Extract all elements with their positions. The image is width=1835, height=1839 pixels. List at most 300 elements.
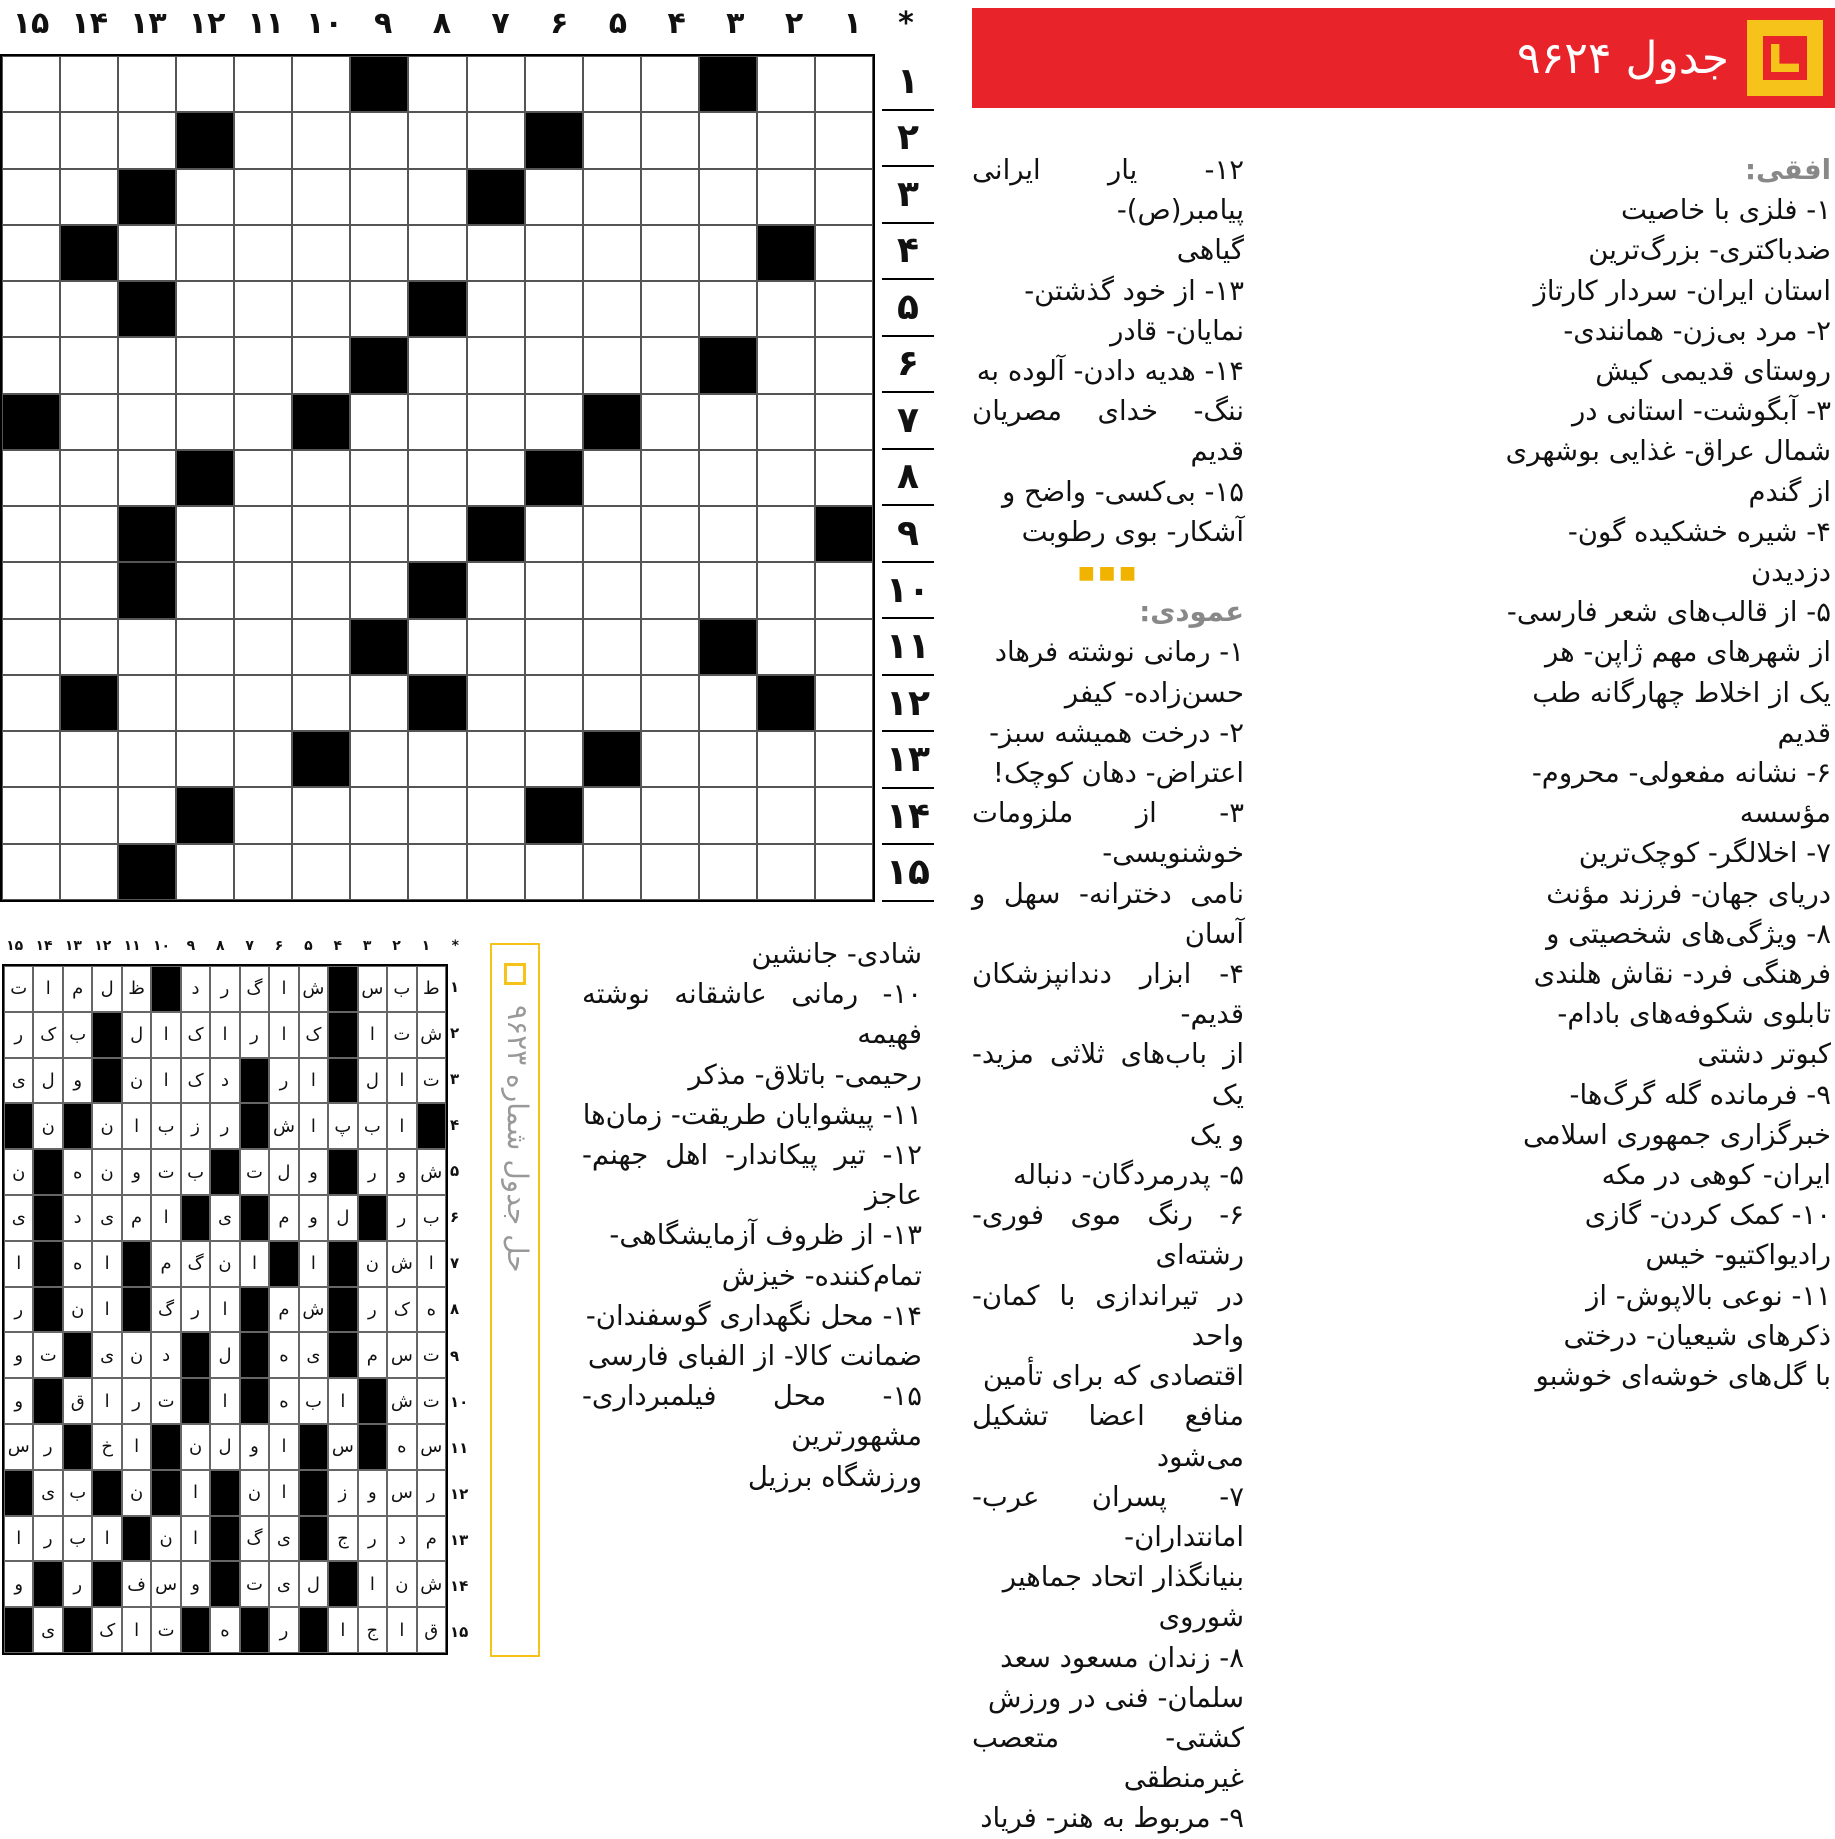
grid-cell[interactable] bbox=[408, 394, 466, 450]
grid-cell[interactable] bbox=[641, 619, 699, 675]
grid-cell[interactable] bbox=[350, 281, 408, 337]
grid-cell[interactable] bbox=[2, 56, 60, 112]
solution-cell: ی bbox=[269, 1561, 298, 1607]
solution-cell: ا bbox=[328, 1378, 357, 1424]
solution-cell: ن bbox=[181, 1424, 210, 1470]
solution-black-cell bbox=[240, 1195, 269, 1241]
solution-cell: ا bbox=[92, 1241, 121, 1287]
grid-cell[interactable] bbox=[583, 225, 641, 281]
solution-cell: ر bbox=[33, 1516, 62, 1562]
grid-cell[interactable] bbox=[118, 787, 176, 843]
grid-cell[interactable] bbox=[641, 112, 699, 168]
grid-cell[interactable] bbox=[292, 506, 350, 562]
grid-cell[interactable] bbox=[525, 281, 583, 337]
solution-black-cell bbox=[181, 1378, 210, 1424]
grid-cell[interactable] bbox=[292, 450, 350, 506]
solution-row-number: ۱۳ bbox=[450, 1530, 469, 1549]
grid-cell[interactable] bbox=[757, 112, 815, 168]
grid-cell[interactable] bbox=[525, 844, 583, 900]
clue-line: فرهنگی فرد- نقاش هلندی bbox=[1533, 958, 1831, 991]
grid-cell[interactable] bbox=[234, 337, 292, 393]
solution-cell: ز bbox=[328, 1470, 357, 1516]
grid-cell[interactable] bbox=[292, 225, 350, 281]
grid-cell[interactable] bbox=[757, 337, 815, 393]
solution-cell: ش bbox=[269, 1103, 298, 1149]
grid-cell[interactable] bbox=[234, 844, 292, 900]
grid-cell[interactable] bbox=[2, 450, 60, 506]
grid-cell[interactable] bbox=[815, 281, 873, 337]
grid-cell[interactable] bbox=[815, 731, 873, 787]
grid-cell[interactable] bbox=[60, 506, 118, 562]
grid-cell[interactable] bbox=[641, 394, 699, 450]
grid-cell[interactable] bbox=[60, 787, 118, 843]
black-cell bbox=[176, 450, 234, 506]
grid-cell[interactable] bbox=[815, 225, 873, 281]
grid-cell[interactable] bbox=[292, 562, 350, 618]
solution-cell: ر bbox=[269, 1607, 298, 1653]
clue-line: ۱۳- از ظروف آزمایشگاهی- bbox=[609, 1219, 922, 1252]
grid-cell[interactable] bbox=[60, 169, 118, 225]
row-number: ۹ bbox=[882, 506, 934, 563]
clue-line: نمایان- قادر bbox=[1110, 314, 1244, 347]
grid-cell[interactable] bbox=[583, 56, 641, 112]
grid-cell[interactable] bbox=[2, 337, 60, 393]
grid-cell[interactable] bbox=[641, 731, 699, 787]
grid-cell[interactable] bbox=[176, 56, 234, 112]
clues-column-3 bbox=[582, 934, 922, 1497]
grid-cell[interactable] bbox=[641, 506, 699, 562]
solution-cell: ه bbox=[387, 1424, 416, 1470]
grid-cell[interactable] bbox=[641, 450, 699, 506]
grid-cell[interactable] bbox=[641, 675, 699, 731]
solution-column-number: ۴ bbox=[333, 938, 343, 954]
grid-cell[interactable] bbox=[583, 337, 641, 393]
grid-cell[interactable] bbox=[350, 675, 408, 731]
solution-cell: ر bbox=[269, 1058, 298, 1104]
grid-cell[interactable] bbox=[583, 169, 641, 225]
solution-cell: ی bbox=[33, 1470, 62, 1516]
grid-cell[interactable] bbox=[234, 731, 292, 787]
grid-cell[interactable] bbox=[815, 112, 873, 168]
grid-cell[interactable] bbox=[583, 619, 641, 675]
grid-cell[interactable] bbox=[408, 844, 466, 900]
grid-cell[interactable] bbox=[408, 506, 466, 562]
black-cell bbox=[757, 225, 815, 281]
solution-cell: ت bbox=[417, 1332, 446, 1378]
grid-cell[interactable] bbox=[467, 337, 525, 393]
grid-cell[interactable] bbox=[60, 281, 118, 337]
solution-cell: ه bbox=[269, 1378, 298, 1424]
grid-cell[interactable] bbox=[2, 169, 60, 225]
grid-cell[interactable] bbox=[815, 394, 873, 450]
grid-cell[interactable] bbox=[234, 506, 292, 562]
grid-cell[interactable] bbox=[118, 56, 176, 112]
grid-cell[interactable] bbox=[176, 169, 234, 225]
grid-cell[interactable] bbox=[118, 337, 176, 393]
grid-cell[interactable] bbox=[583, 112, 641, 168]
grid-cell[interactable] bbox=[408, 56, 466, 112]
grid-cell[interactable] bbox=[176, 844, 234, 900]
grid-cell[interactable] bbox=[408, 112, 466, 168]
clue-line: کشتی- متعصب غیرمنطقی bbox=[972, 1721, 1244, 1795]
grid-cell[interactable] bbox=[641, 787, 699, 843]
grid-cell[interactable] bbox=[757, 562, 815, 618]
clue-line: ۱۲- تیر پیکاندار- اهل جهنم- عاجز bbox=[582, 1139, 922, 1212]
grid-cell[interactable] bbox=[176, 619, 234, 675]
grid-cell[interactable] bbox=[60, 731, 118, 787]
grid-cell[interactable] bbox=[60, 112, 118, 168]
solution-cell: گ bbox=[181, 1241, 210, 1287]
grid-cell[interactable] bbox=[467, 787, 525, 843]
solution-column-number: ۱۱ bbox=[123, 938, 141, 954]
grid-cell[interactable] bbox=[234, 562, 292, 618]
solution-row-number: ۱۱ bbox=[450, 1438, 469, 1457]
grid-cell[interactable] bbox=[641, 844, 699, 900]
solution-black-cell bbox=[181, 1195, 210, 1241]
grid-cell[interactable] bbox=[757, 619, 815, 675]
solution-black-cell bbox=[299, 1470, 328, 1516]
grid-cell[interactable] bbox=[525, 506, 583, 562]
grid-cell[interactable] bbox=[408, 731, 466, 787]
grid-cell[interactable] bbox=[408, 450, 466, 506]
grid-cell[interactable] bbox=[118, 619, 176, 675]
grid-cell[interactable] bbox=[2, 731, 60, 787]
grid-cell[interactable] bbox=[350, 787, 408, 843]
grid-cell[interactable] bbox=[234, 787, 292, 843]
grid-cell[interactable] bbox=[176, 562, 234, 618]
solution-black-cell bbox=[33, 1195, 62, 1241]
solution-cell: ک bbox=[299, 1012, 328, 1058]
grid-cell[interactable] bbox=[292, 169, 350, 225]
grid-cell[interactable] bbox=[118, 731, 176, 787]
grid-cell[interactable] bbox=[118, 675, 176, 731]
column-number: ۷ bbox=[491, 5, 510, 41]
column-number: ۱۲ bbox=[188, 5, 226, 41]
solution-cell: ل bbox=[122, 1012, 151, 1058]
solution-cell: ر bbox=[358, 1516, 387, 1562]
row-number: ۸ bbox=[882, 450, 934, 507]
solution-black-cell bbox=[4, 1103, 33, 1149]
column-number: ۱۳ bbox=[130, 5, 167, 41]
grid-cell[interactable] bbox=[467, 619, 525, 675]
grid-cell[interactable] bbox=[467, 394, 525, 450]
grid-cell[interactable] bbox=[234, 169, 292, 225]
solution-black-cell bbox=[181, 1332, 210, 1378]
grid-cell[interactable] bbox=[815, 675, 873, 731]
grid-cell[interactable] bbox=[815, 169, 873, 225]
grid-cell[interactable] bbox=[699, 844, 757, 900]
grid-cell[interactable] bbox=[350, 169, 408, 225]
grid-cell[interactable] bbox=[583, 787, 641, 843]
grid-cell[interactable] bbox=[292, 281, 350, 337]
grid-cell[interactable] bbox=[292, 337, 350, 393]
grid-cell[interactable] bbox=[525, 675, 583, 731]
grid-cell[interactable] bbox=[292, 56, 350, 112]
solution-cell: و bbox=[63, 1058, 92, 1104]
grid-cell[interactable] bbox=[292, 787, 350, 843]
solution-cell: ا bbox=[122, 1103, 151, 1149]
clue-line: گیاهی bbox=[1176, 234, 1244, 267]
grid-cell[interactable] bbox=[699, 675, 757, 731]
grid-cell[interactable] bbox=[757, 731, 815, 787]
grid-cell[interactable] bbox=[583, 844, 641, 900]
grid-cell[interactable] bbox=[525, 337, 583, 393]
column-number: ۴ bbox=[667, 5, 686, 41]
solution-black-cell bbox=[92, 1058, 121, 1104]
grid-cell[interactable] bbox=[583, 450, 641, 506]
grid-cell[interactable] bbox=[641, 56, 699, 112]
grid-cell[interactable] bbox=[815, 619, 873, 675]
solution-black-cell bbox=[33, 1149, 62, 1195]
grid-cell[interactable] bbox=[699, 787, 757, 843]
black-cell bbox=[525, 112, 583, 168]
grid-cell[interactable] bbox=[467, 56, 525, 112]
solution-cell: م bbox=[358, 1332, 387, 1378]
row-number: ۱۲ bbox=[882, 676, 934, 733]
grid-cell[interactable] bbox=[699, 225, 757, 281]
solution-cell: ک bbox=[387, 1287, 416, 1333]
grid-cell[interactable] bbox=[525, 562, 583, 618]
clue-line: ۵- پدرمردگان- دنباله bbox=[1013, 1159, 1244, 1192]
grid-cell[interactable] bbox=[234, 281, 292, 337]
clue-line: ۱- رمانی نوشته فرهاد bbox=[994, 636, 1244, 669]
clue-line: ۲- درخت همیشه سبز- bbox=[989, 716, 1244, 749]
grid-cell[interactable] bbox=[408, 619, 466, 675]
solution-cell: ه bbox=[417, 1287, 446, 1333]
grid-cell[interactable] bbox=[467, 225, 525, 281]
solution-cell: ه bbox=[63, 1149, 92, 1195]
clue-line: نامی دخترانه- سهل و آسان bbox=[972, 877, 1244, 950]
grid-cell[interactable] bbox=[815, 787, 873, 843]
solution-cell: ر bbox=[210, 966, 239, 1012]
solution-cell: ن bbox=[358, 1241, 387, 1287]
grid-cell[interactable] bbox=[408, 337, 466, 393]
grid-cell[interactable] bbox=[815, 562, 873, 618]
grid-cell[interactable] bbox=[118, 394, 176, 450]
grid-cell[interactable] bbox=[234, 225, 292, 281]
grid-cell[interactable] bbox=[118, 225, 176, 281]
grid-cell[interactable] bbox=[699, 562, 757, 618]
grid-cell[interactable] bbox=[757, 169, 815, 225]
solution-black-cell bbox=[151, 1424, 180, 1470]
grid-cell[interactable] bbox=[176, 675, 234, 731]
grid-cell[interactable] bbox=[583, 281, 641, 337]
grid-cell[interactable] bbox=[815, 56, 873, 112]
clue-line: دزدیدن bbox=[1750, 556, 1831, 589]
solution-row-number: ۴ bbox=[450, 1116, 460, 1135]
grid-cell[interactable] bbox=[60, 562, 118, 618]
grid-cell[interactable] bbox=[234, 112, 292, 168]
grid-cell[interactable] bbox=[176, 506, 234, 562]
grid-cell[interactable] bbox=[2, 506, 60, 562]
grid-cell[interactable] bbox=[350, 844, 408, 900]
row-number: ۱۰ bbox=[882, 563, 934, 620]
grid-cell[interactable] bbox=[176, 281, 234, 337]
grid-cell[interactable] bbox=[641, 562, 699, 618]
clue-line: خبرگزاری جمهوری اسلامی bbox=[1523, 1118, 1831, 1151]
grid-cell[interactable] bbox=[757, 506, 815, 562]
grid-cell[interactable] bbox=[408, 225, 466, 281]
solution-black-cell bbox=[240, 1332, 269, 1378]
grid-cell[interactable] bbox=[2, 225, 60, 281]
grid-cell[interactable] bbox=[2, 844, 60, 900]
solution-cell: ب bbox=[63, 1012, 92, 1058]
grid-cell[interactable] bbox=[176, 731, 234, 787]
grid-cell[interactable] bbox=[815, 450, 873, 506]
grid-cell[interactable] bbox=[641, 169, 699, 225]
grid-cell[interactable] bbox=[467, 675, 525, 731]
solution-cell: ی bbox=[92, 1332, 121, 1378]
grid-cell[interactable] bbox=[525, 56, 583, 112]
grid-cell[interactable] bbox=[408, 787, 466, 843]
solution-column-number: ۳ bbox=[362, 938, 372, 954]
grid-cell[interactable] bbox=[467, 112, 525, 168]
solution-cell: ش bbox=[387, 1241, 416, 1287]
grid-cell[interactable] bbox=[292, 112, 350, 168]
grid-cell[interactable] bbox=[2, 112, 60, 168]
clue-line: منافع اعضا تشکیل می‌شود bbox=[972, 1400, 1244, 1473]
solution-black-cell bbox=[63, 1607, 92, 1653]
clue-line: اقتصادی که برای تأمین bbox=[982, 1360, 1244, 1393]
grid-cell[interactable] bbox=[176, 225, 234, 281]
solution-black-cell bbox=[92, 1561, 121, 1607]
grid-cell[interactable] bbox=[699, 112, 757, 168]
solution-black-cell bbox=[4, 1607, 33, 1653]
grid-cell[interactable] bbox=[583, 562, 641, 618]
solution-black-cell bbox=[240, 1607, 269, 1653]
grid-cell[interactable] bbox=[699, 169, 757, 225]
grid-cell[interactable] bbox=[60, 619, 118, 675]
separator-dots: ▪▪▪ bbox=[1077, 556, 1139, 589]
grid-cell[interactable] bbox=[350, 731, 408, 787]
grid-cell[interactable] bbox=[350, 225, 408, 281]
grid-cell[interactable] bbox=[60, 844, 118, 900]
grid-cell[interactable] bbox=[815, 337, 873, 393]
grid-cell[interactable] bbox=[467, 731, 525, 787]
solution-cell: و bbox=[299, 1195, 328, 1241]
solution-cell: ک bbox=[181, 1058, 210, 1104]
crossword-grid[interactable] bbox=[0, 54, 875, 902]
black-cell bbox=[408, 562, 466, 618]
grid-cell[interactable] bbox=[350, 450, 408, 506]
clue-line: از شهرهای مهم ژاپن- هر bbox=[1545, 636, 1831, 669]
grid-cell[interactable] bbox=[350, 506, 408, 562]
grid-cell[interactable] bbox=[292, 844, 350, 900]
grid-cell[interactable] bbox=[525, 225, 583, 281]
grid-cell[interactable] bbox=[234, 394, 292, 450]
grid-cell[interactable] bbox=[292, 619, 350, 675]
grid-cell[interactable] bbox=[699, 450, 757, 506]
solution-cell: ر bbox=[210, 1103, 239, 1149]
grid-cell[interactable] bbox=[176, 337, 234, 393]
grid-cell[interactable] bbox=[60, 450, 118, 506]
solution-cell: م bbox=[63, 966, 92, 1012]
grid-cell[interactable] bbox=[2, 281, 60, 337]
grid-cell[interactable] bbox=[525, 731, 583, 787]
grid-cell[interactable] bbox=[176, 394, 234, 450]
grid-cell[interactable] bbox=[234, 619, 292, 675]
solution-black-cell bbox=[210, 1516, 239, 1562]
solution-cell: و bbox=[299, 1149, 328, 1195]
grid-cell[interactable] bbox=[234, 675, 292, 731]
grid-cell[interactable] bbox=[2, 787, 60, 843]
solution-column-number: ۱۴ bbox=[35, 938, 53, 954]
grid-cell[interactable] bbox=[757, 450, 815, 506]
grid-cell[interactable] bbox=[815, 844, 873, 900]
grid-cell[interactable] bbox=[757, 56, 815, 112]
grid-cell[interactable] bbox=[525, 394, 583, 450]
grid-cell[interactable] bbox=[641, 225, 699, 281]
solution-black-cell bbox=[328, 966, 357, 1012]
grid-cell[interactable] bbox=[467, 844, 525, 900]
grid-cell[interactable] bbox=[60, 337, 118, 393]
clue-line: ورزشگاه برزیل bbox=[747, 1460, 922, 1493]
solution-cell: ا bbox=[269, 1012, 298, 1058]
grid-cell[interactable] bbox=[350, 394, 408, 450]
grid-cell[interactable] bbox=[350, 562, 408, 618]
grid-cell[interactable] bbox=[757, 394, 815, 450]
grid-cell[interactable] bbox=[641, 337, 699, 393]
grid-cell[interactable] bbox=[292, 675, 350, 731]
grid-cell[interactable] bbox=[525, 619, 583, 675]
solution-cell: ب bbox=[63, 1516, 92, 1562]
grid-cell[interactable] bbox=[60, 56, 118, 112]
column-number: ۱ bbox=[843, 5, 862, 41]
grid-cell[interactable] bbox=[699, 394, 757, 450]
solution-cell: ا bbox=[299, 1241, 328, 1287]
grid-cell[interactable] bbox=[757, 281, 815, 337]
grid-cell[interactable] bbox=[2, 562, 60, 618]
grid-cell[interactable] bbox=[467, 281, 525, 337]
solution-black-cell bbox=[63, 1103, 92, 1149]
clue-line: ذکرهای شیعیان- درختی bbox=[1563, 1319, 1831, 1352]
solution-cell: ب bbox=[387, 966, 416, 1012]
grid-cell[interactable] bbox=[583, 675, 641, 731]
grid-cell[interactable] bbox=[234, 56, 292, 112]
grid-cell[interactable] bbox=[350, 112, 408, 168]
grid-cell[interactable] bbox=[467, 450, 525, 506]
grid-cell[interactable] bbox=[118, 450, 176, 506]
solution-black-cell bbox=[240, 1058, 269, 1104]
row-number: ۱ bbox=[882, 54, 934, 111]
grid-cell[interactable] bbox=[641, 281, 699, 337]
solution-cell: ر bbox=[33, 1424, 62, 1470]
clue-line: رادیواکتیو- خیس bbox=[1645, 1239, 1831, 1272]
grid-cell[interactable] bbox=[408, 169, 466, 225]
grid-cell[interactable] bbox=[2, 675, 60, 731]
solution-black-cell bbox=[122, 1241, 151, 1287]
grid-cell[interactable] bbox=[583, 506, 641, 562]
grid-cell[interactable] bbox=[2, 619, 60, 675]
solution-cell: ب bbox=[417, 1195, 446, 1241]
solution-cell: د bbox=[387, 1516, 416, 1562]
grid-cell[interactable] bbox=[234, 450, 292, 506]
grid-cell[interactable] bbox=[699, 506, 757, 562]
grid-cell[interactable] bbox=[757, 787, 815, 843]
clue-line: مؤسسه bbox=[1739, 797, 1831, 830]
newspaper-logo-icon bbox=[1747, 20, 1823, 96]
grid-cell[interactable] bbox=[757, 844, 815, 900]
solution-cell: و bbox=[387, 1149, 416, 1195]
grid-cell[interactable] bbox=[467, 562, 525, 618]
grid-cell[interactable] bbox=[118, 112, 176, 168]
grid-cell[interactable] bbox=[699, 731, 757, 787]
grid-cell[interactable] bbox=[525, 169, 583, 225]
solution-black-cell bbox=[358, 1424, 387, 1470]
solution-cell: ا bbox=[387, 1058, 416, 1104]
grid-cell[interactable] bbox=[699, 281, 757, 337]
grid-cell[interactable] bbox=[60, 394, 118, 450]
